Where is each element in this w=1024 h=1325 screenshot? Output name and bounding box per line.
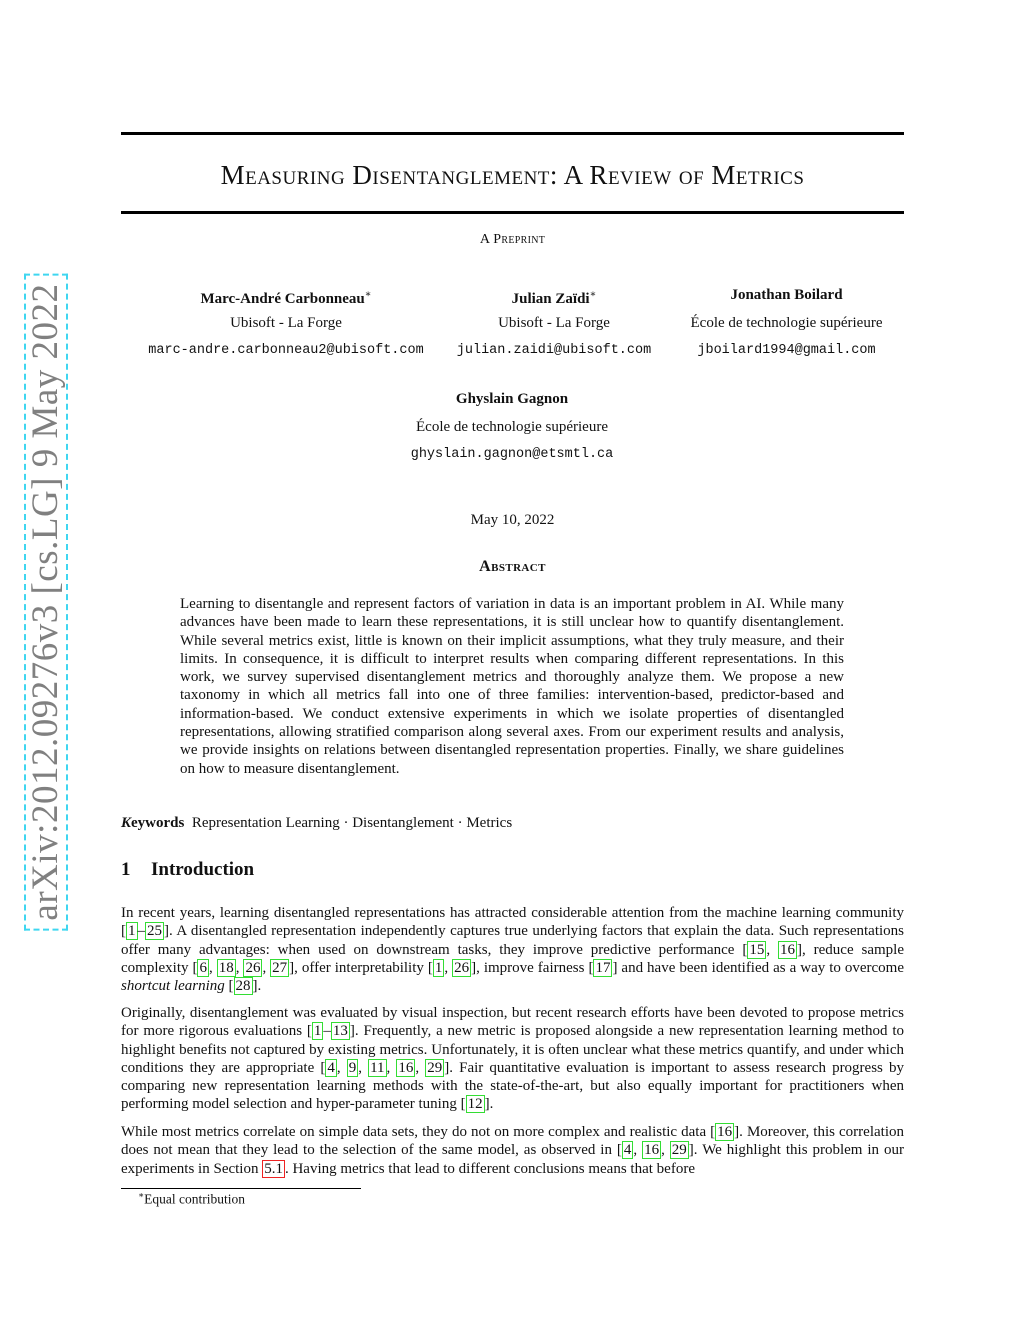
author-block — [121, 281, 451, 365]
citation-link[interactable]: 26 — [245, 959, 261, 976]
citation-link[interactable]: 9 — [348, 1059, 357, 1076]
citation-link[interactable]: 26 — [454, 959, 470, 976]
citation-link[interactable]: 17 — [595, 959, 611, 976]
body-paragraph: In recent years, learning disentangled representations has attracted considerable attention from the machine learning community [ 1 – 25 ]. A disentangled representation independently captures true underlying factors that explain the data. Such representations offer many advantages: when used on downstream tasks, they improve predictive performance [ 15 , 16 ], reduce sample complexity [ 6 , 18 , 26 , 27 ], offer interpretability [ 1 , 26 ], improve fairness [ 17 ] and have been identified as a way to overcome shortcut learning [ 28 ]. — [121, 905, 905, 995]
equal-contribution-mark: ∗ — [364, 289, 372, 300]
citation-link[interactable]: 4 — [327, 1059, 335, 1076]
section-heading — [121, 859, 254, 881]
author-name: Julian Zaïdi∗ — [511, 289, 597, 307]
author-name: Ghyslain Gagnon — [455, 391, 569, 407]
keywords-line — [121, 815, 904, 832]
citation-link[interactable]: 11 — [370, 1059, 385, 1076]
emphasis-text: shortcut learning — [121, 978, 225, 995]
author-name: Jonathan Boilard — [730, 287, 843, 303]
keywords-label: Keywords — [121, 815, 185, 831]
citation-link[interactable]: 16 — [644, 1142, 660, 1159]
equal-contribution-mark: ∗ — [589, 289, 597, 300]
citation-link[interactable]: 16 — [717, 1124, 733, 1140]
citation-link[interactable]: 28 — [235, 978, 251, 995]
publication-date: May 10, 2022 — [470, 512, 555, 528]
abstract-text: Learning to disentangle and represent factors of variation in data is an important problem in AI. While many advances have been made to learn these representations, it is still unclear how to quantify disentanglement. While several metrics exist, little is known on their implicit assumptions, what they truly measure, and their limits. In consequence, it is difficult to interpret results when comparing different representations. In this work, we survey supervised disentanglement metrics and thoroughly analyze them. We propose a new taxonomy in which all metrics fall into one of three families: intervention-based, predictor-based and information-based. We conduct extensive experiments in which we isolate properties of disentangled representations, allowing stratified comparison along several axes. From our experiment results and analysis, we provide insights on relations between disentangled representation properties. Finally, we share guidelines on how to measure disentanglement. — [180, 596, 844, 777]
section-reference-link[interactable]: 5.1 — [264, 1160, 283, 1177]
citation-link[interactable]: 1 — [313, 1023, 322, 1040]
citation-link[interactable]: 16 — [398, 1059, 414, 1076]
author-affiliation: École de technologie supérieure — [690, 315, 883, 331]
footnote-text: Equal contribution — [144, 1191, 245, 1207]
arxiv-identifier-banner: arXiv:2012.09276v3 [cs.LG] 9 May 2022 — [24, 273, 68, 930]
citation-link[interactable]: 27 — [272, 959, 288, 976]
author-name: Marc-André Carbonneau∗ — [200, 289, 372, 307]
body-paragraph: While most metrics correlate on simple data sets, they do not on more complex and realistic data [ 16 ]. Moreover, this correlation does not mean that they lead to the selection of the same model, as observed in [ 4 , 16 , 29 ]. We highlight this problem in our experiments in Section 5.1 . Having metrics that lead to different conclusions means that before — [121, 1124, 904, 1177]
author-affiliation: Ubisoft - La Forge — [498, 315, 610, 331]
citation-link[interactable]: 13 — [332, 1023, 348, 1040]
footnote-rule — [121, 1188, 361, 1189]
citation-link[interactable]: 29 — [427, 1059, 443, 1076]
citation-link[interactable]: 1 — [128, 923, 136, 940]
citation-link[interactable]: 16 — [780, 941, 796, 958]
author-block — [362, 385, 662, 469]
author-block — [434, 281, 674, 365]
body-paragraph: Originally, disentanglement was evaluated by visual inspection, but recent research efforts have been devoted to propose metrics for more rigorous evaluations [ 1 – 13 ]. Frequently, a new metric is proposed alongside a new representation learning method to highlight benefits not captured by existing metrics. Unfortunately, it is often unclear what these metrics quantify, and under which conditions they are appropriate [ 4 , 9 , 11 , 16 , 29 ]. Fair quantitative evaluation is important to assess research progress by comparing new representation learning methods with the state-of-the-art, but also equally important for practitioners when performing model selection and hyper-parameter tuning [ 12 ]. — [121, 1005, 904, 1113]
citation-link[interactable]: 25 — [147, 923, 162, 940]
citation-link[interactable]: 12 — [467, 1096, 483, 1113]
citation-link[interactable]: 1 — [434, 959, 443, 976]
title-rule-bottom — [121, 211, 904, 214]
abstract-heading: Abstract — [479, 558, 546, 575]
author-affiliation: Ubisoft - La Forge — [230, 315, 342, 331]
author-affiliation: École de technologie supérieure — [416, 419, 608, 435]
author-email[interactable]: jboilard1994@gmail.com — [697, 343, 876, 358]
footnote — [138, 1190, 245, 1208]
footnote-mark: ∗ — [138, 1190, 145, 1200]
author-email[interactable]: marc-andre.carbonneau2@ubisoft.com — [148, 343, 424, 358]
section-number: 1 — [121, 859, 131, 880]
preprint-label: A Preprint — [479, 232, 546, 247]
citation-link[interactable]: 29 — [671, 1142, 687, 1159]
citation-link[interactable]: 4 — [623, 1142, 632, 1159]
author-email[interactable]: ghyslain.gagnon@etsmtl.ca — [410, 447, 614, 462]
paper-title: Measuring Disentanglement: A Review of Metrics — [220, 160, 805, 190]
keywords-list: Representation Learning · Disentanglement · Metrics — [191, 815, 513, 831]
citation-link[interactable]: 18 — [218, 959, 234, 976]
author-email[interactable]: julian.zaidi@ubisoft.com — [456, 343, 652, 358]
title-rule-top — [121, 132, 904, 135]
section-title: Introduction — [151, 859, 255, 880]
citation-link[interactable]: 6 — [199, 959, 207, 976]
citation-link[interactable]: 15 — [749, 941, 765, 958]
author-block — [664, 281, 909, 365]
